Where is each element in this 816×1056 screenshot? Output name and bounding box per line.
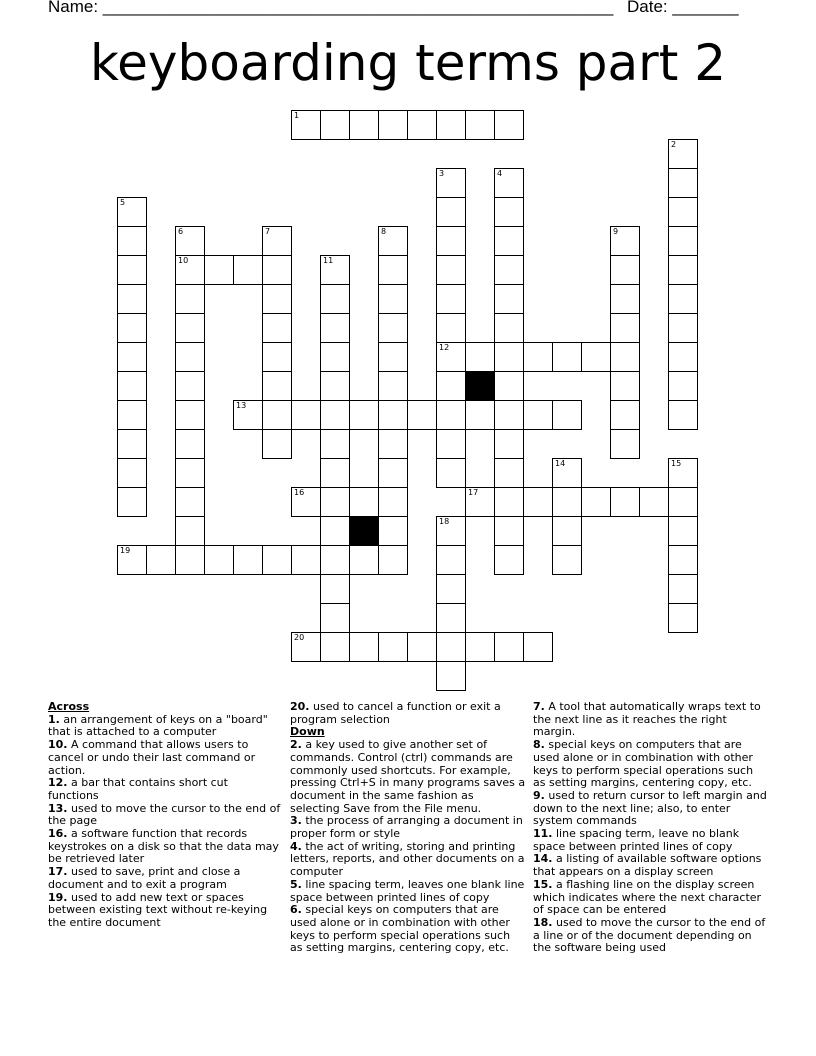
grid-cell[interactable] (262, 226, 292, 256)
grid-cell[interactable] (494, 284, 524, 314)
grid-cell[interactable] (523, 400, 553, 430)
grid-cell[interactable] (262, 429, 292, 459)
grid-cell[interactable] (436, 661, 466, 691)
grid-cell[interactable] (668, 574, 698, 604)
grid-cell[interactable] (378, 487, 408, 517)
grid-cell[interactable] (494, 516, 524, 546)
clue-across-16: 16. a software function that records keystrokes on a disk so that the data may be retrieved later (48, 827, 279, 866)
cell-number: 10 (178, 256, 189, 265)
grid-cell[interactable] (465, 110, 495, 140)
clues-column-3 (533, 701, 767, 955)
grid-cell[interactable] (668, 139, 698, 169)
grid-cell[interactable] (291, 545, 321, 575)
cell-number: 12 (439, 343, 450, 352)
grid-cell[interactable] (175, 255, 205, 285)
clue-across-1: 1. an arrangement of keys on a "board" that is attached to a computer (48, 712, 268, 739)
cell-number: 14 (555, 459, 566, 468)
grid-cell[interactable] (378, 429, 408, 459)
grid-cell[interactable] (436, 603, 466, 633)
cell-number: 15 (671, 459, 682, 468)
grid-cell[interactable] (552, 516, 582, 546)
grid-cell[interactable] (610, 429, 640, 459)
grid-cell[interactable] (378, 371, 408, 401)
grid-cell[interactable] (436, 313, 466, 343)
grid-cell[interactable] (262, 313, 292, 343)
grid-cell[interactable] (494, 545, 524, 575)
grid-cell[interactable] (320, 400, 350, 430)
grid-cell[interactable] (494, 487, 524, 517)
clue-down-2: 2. a key used to give another set of commands. Control (ctrl) commands are commonly used shortcuts. For example, pressing Ctrl+S in many programs saves a document in the same fashion as selecting Save from the File menu. (290, 738, 526, 815)
clue-down-18: 18. used to move the cursor to the end of a line or of the document depending on the software being used (533, 915, 766, 955)
black-square (465, 371, 495, 401)
grid-cell[interactable] (175, 371, 205, 401)
clue-across-12: 12. a bar that contains short cut functions (48, 776, 228, 802)
grid-cell[interactable] (320, 313, 350, 343)
grid-cell[interactable] (581, 487, 611, 517)
grid-cell[interactable] (668, 516, 698, 546)
grid-cell[interactable] (639, 487, 669, 517)
grid-cell[interactable] (175, 545, 205, 575)
grid-cell[interactable] (291, 400, 321, 430)
grid-cell[interactable] (436, 400, 466, 430)
grid-cell[interactable] (175, 429, 205, 459)
grid-cell[interactable] (175, 400, 205, 430)
grid-cell[interactable] (117, 371, 147, 401)
grid-cell[interactable] (175, 516, 205, 546)
clue-down-3: 3. the process of arranging a document in proper form or style (290, 814, 523, 841)
grid-cell[interactable] (668, 342, 698, 372)
grid-cell[interactable] (262, 284, 292, 314)
grid-cell[interactable] (320, 603, 350, 633)
grid-cell[interactable] (552, 342, 582, 372)
grid-cell[interactable] (117, 284, 147, 314)
grid-cell[interactable] (320, 458, 350, 488)
clue-down-14: 14. a listing of available software options that appears on a display screen (533, 852, 762, 879)
grid-cell[interactable] (494, 400, 524, 430)
grid-cell[interactable] (494, 255, 524, 285)
cell-number: 1 (294, 111, 300, 120)
cell-number: 11 (323, 256, 334, 265)
grid-cell[interactable] (494, 226, 524, 256)
grid-cell[interactable] (494, 110, 524, 140)
grid-cell[interactable] (668, 226, 698, 256)
grid-cell[interactable] (552, 487, 582, 517)
grid-cell[interactable] (668, 197, 698, 227)
grid-cell[interactable] (436, 545, 466, 575)
grid-cell[interactable] (523, 487, 553, 517)
grid-cell[interactable] (610, 342, 640, 372)
grid-cell[interactable] (349, 110, 379, 140)
grid-cell[interactable] (117, 255, 147, 285)
grid-cell[interactable] (465, 400, 495, 430)
grid-cell[interactable] (117, 429, 147, 459)
date-field-label: Date: _______ (627, 0, 739, 16)
clue-down-4: 4. the act of writing, storing and printing letters, reports, and other documents on a computer (290, 839, 525, 879)
grid-cell[interactable] (407, 632, 437, 662)
grid-cell[interactable] (494, 371, 524, 401)
cell-number: 2 (671, 140, 677, 149)
grid-cell[interactable] (668, 545, 698, 575)
grid-cell[interactable] (320, 342, 350, 372)
grid-cell[interactable] (436, 110, 466, 140)
clue-down-6: 6. special keys on computers that are used alone or in combination with other keys to perform special operations such as setting margins, centering copy, etc. (290, 903, 511, 955)
down-heading: Down (290, 725, 325, 739)
grid-cell[interactable] (494, 197, 524, 227)
grid-cell[interactable] (262, 255, 292, 285)
grid-cell[interactable] (465, 487, 495, 517)
grid-cell[interactable] (320, 284, 350, 314)
grid-cell[interactable] (320, 371, 350, 401)
grid-cell[interactable] (378, 400, 408, 430)
grid-cell[interactable] (378, 313, 408, 343)
grid-cell[interactable] (378, 458, 408, 488)
grid-cell[interactable] (378, 110, 408, 140)
clue-across-13: 13. used to move the cursor to the end of the page (48, 801, 281, 828)
grid-cell[interactable] (610, 487, 640, 517)
cell-number: 20 (294, 633, 305, 642)
grid-cell[interactable] (349, 487, 379, 517)
grid-cell[interactable] (291, 110, 321, 140)
clue-across-17: 17. used to save, print and close a document and to exit a program (48, 865, 241, 891)
grid-cell[interactable] (552, 400, 582, 430)
grid-cell[interactable] (436, 168, 466, 198)
grid-cell[interactable] (262, 400, 292, 430)
black-square (349, 516, 379, 546)
grid-cell[interactable] (117, 487, 147, 517)
cell-number: 8 (381, 227, 387, 236)
grid-cell[interactable] (349, 632, 379, 662)
cell-number: 4 (497, 169, 503, 178)
grid-cell[interactable] (175, 226, 205, 256)
across-heading: Across (48, 700, 90, 713)
grid-cell[interactable] (494, 342, 524, 372)
grid-cell[interactable] (581, 342, 611, 372)
cell-number: 19 (120, 546, 131, 555)
grid-cell[interactable] (407, 110, 437, 140)
grid-cell[interactable] (320, 255, 350, 285)
grid-cell[interactable] (436, 632, 466, 662)
clue-down-15: 15. a flashing line on the display screen which indicates where the next character of space can be entered (533, 877, 762, 917)
cell-number: 9 (613, 227, 619, 236)
grid-cell[interactable] (146, 545, 176, 575)
grid-cell[interactable] (320, 487, 350, 517)
grid-cell[interactable] (436, 429, 466, 459)
grid-cell[interactable] (378, 226, 408, 256)
grid-cell[interactable] (494, 313, 524, 343)
cell-number: 13 (236, 401, 247, 410)
grid-cell[interactable] (117, 226, 147, 256)
grid-cell[interactable] (494, 632, 524, 662)
grid-cell[interactable] (378, 342, 408, 372)
grid-cell[interactable] (668, 603, 698, 633)
grid-cell[interactable] (117, 313, 147, 343)
clues-column-2 (290, 701, 526, 955)
grid-cell[interactable] (262, 371, 292, 401)
grid-cell[interactable] (407, 400, 437, 430)
grid-cell[interactable] (175, 313, 205, 343)
grid-cell[interactable] (552, 458, 582, 488)
grid-cell[interactable] (320, 110, 350, 140)
grid-cell[interactable] (668, 458, 698, 488)
grid-cell[interactable] (175, 284, 205, 314)
grid-cell[interactable] (610, 371, 640, 401)
grid-cell[interactable] (494, 458, 524, 488)
clue-across-20: 20. used to cancel a function or exit a program selection (290, 700, 501, 726)
grid-cell[interactable] (668, 313, 698, 343)
grid-cell[interactable] (668, 487, 698, 517)
grid-cell[interactable] (204, 255, 234, 285)
clue-down-11: 11. line spacing term, leave no blank space between printed lines of copy (533, 827, 740, 853)
grid-cell[interactable] (262, 342, 292, 372)
grid-cell[interactable] (175, 487, 205, 517)
grid-cell[interactable] (610, 255, 640, 285)
cell-number: 16 (294, 488, 305, 497)
grid-cell[interactable] (668, 400, 698, 430)
clue-down-5: 5. line spacing term, leaves one blank line space between printed lines of copy (290, 877, 525, 904)
cell-number: 5 (120, 198, 126, 207)
clue-down-8: 8. special keys on computers that are used alone or in combination with other keys to perform special operations such as setting margins, centering copy, etc. (533, 738, 754, 790)
grid-cell[interactable] (320, 429, 350, 459)
grid-cell[interactable] (233, 545, 263, 575)
grid-cell[interactable] (552, 545, 582, 575)
clue-across-19: 19. used to add new text or spaces between existing text without re-keying the entire document (48, 890, 268, 929)
grid-cell[interactable] (291, 487, 321, 517)
grid-cell[interactable] (378, 284, 408, 314)
grid-cell[interactable] (494, 168, 524, 198)
grid-cell[interactable] (610, 284, 640, 314)
grid-cell[interactable] (610, 226, 640, 256)
clue-down-7: 7. A tool that automatically wraps text to the next line as it reaches the right margin. (533, 700, 761, 739)
grid-cell[interactable] (320, 545, 350, 575)
grid-cell[interactable] (378, 516, 408, 546)
cell-number: 7 (265, 227, 271, 236)
grid-cell[interactable] (117, 400, 147, 430)
cell-number: 18 (439, 517, 450, 526)
grid-cell[interactable] (436, 284, 466, 314)
grid-cell[interactable] (291, 632, 321, 662)
grid-cell[interactable] (668, 255, 698, 285)
grid-cell[interactable] (465, 632, 495, 662)
grid-cell[interactable] (436, 255, 466, 285)
grid-cell[interactable] (175, 458, 205, 488)
grid-cell[interactable] (436, 458, 466, 488)
cell-number: 17 (468, 488, 479, 497)
grid-cell[interactable] (378, 255, 408, 285)
grid-cell[interactable] (668, 284, 698, 314)
puzzle-title: keyboarding terms part 2 (89, 34, 727, 92)
grid-cell[interactable] (436, 226, 466, 256)
grid-cell[interactable] (610, 313, 640, 343)
clue-across-10: 10. A command that allows users to cancel or undo their last command or action. (48, 738, 256, 777)
grid-cell[interactable] (523, 632, 553, 662)
name-field-label: Name: ______________________________________________________ (48, 0, 614, 16)
grid-cell[interactable] (610, 400, 640, 430)
grid-cell[interactable] (262, 545, 292, 575)
grid-cell[interactable] (117, 197, 147, 227)
grid-cell[interactable] (436, 371, 466, 401)
grid-cell[interactable] (668, 168, 698, 198)
grid-cell[interactable] (378, 632, 408, 662)
clues-column-1 (48, 701, 282, 930)
grid-cell[interactable] (233, 400, 263, 430)
grid-cell[interactable] (117, 458, 147, 488)
grid-cell[interactable] (436, 516, 466, 546)
grid-cell[interactable] (320, 574, 350, 604)
grid-cell[interactable] (668, 371, 698, 401)
grid-cell[interactable] (349, 545, 379, 575)
grid-cell[interactable] (465, 342, 495, 372)
grid-cell[interactable] (436, 574, 466, 604)
grid-cell[interactable] (320, 516, 350, 546)
grid-cell[interactable] (494, 429, 524, 459)
grid-cell[interactable] (349, 400, 379, 430)
grid-cell[interactable] (117, 545, 147, 575)
grid-cell[interactable] (175, 342, 205, 372)
grid-cell[interactable] (233, 255, 263, 285)
grid-cell[interactable] (117, 342, 147, 372)
grid-cell[interactable] (378, 545, 408, 575)
grid-cell[interactable] (436, 197, 466, 227)
grid-cell[interactable] (436, 342, 466, 372)
grid-cell[interactable] (320, 632, 350, 662)
grid-cell[interactable] (204, 545, 234, 575)
cell-number: 3 (439, 169, 445, 178)
grid-cell[interactable] (523, 342, 553, 372)
cell-number: 6 (178, 227, 184, 236)
clue-down-9: 9. used to return cursor to left margin and down to the next line; also, to enter system commands (533, 788, 767, 828)
